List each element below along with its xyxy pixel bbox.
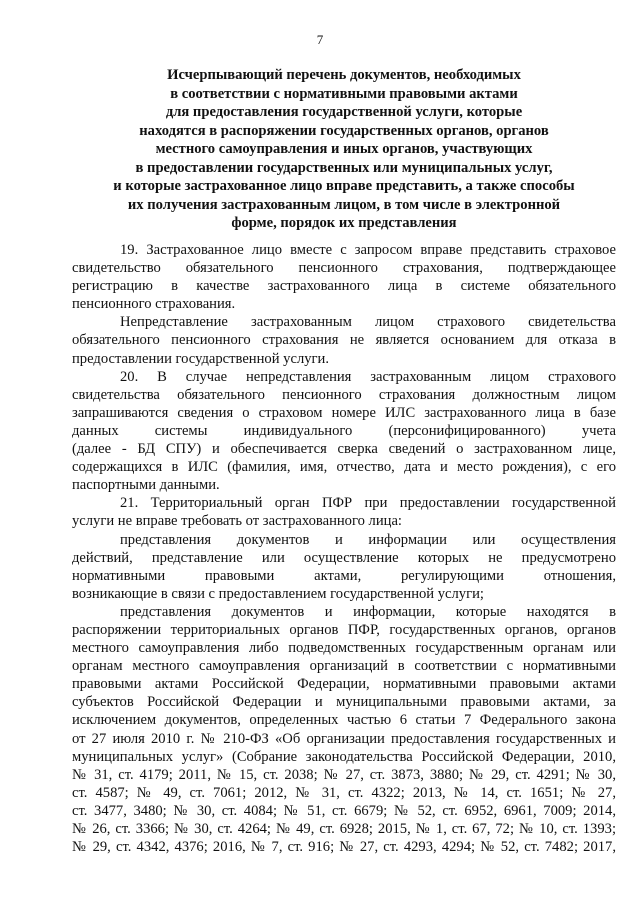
list-item-documents-line: субъектов Российской Федерации и муниципальными правовыми актами, за <box>72 694 616 711</box>
list-item-documents-line: распоряжении территориальных органов ПФР, государственных органов, органов <box>72 621 616 638</box>
paragraph-20-line: (далее - БД СПУ) и обеспечивается сверка сведений о застрахованном лице, <box>72 441 616 458</box>
heading-line: и которые застрахованное лицо вправе представить, а также способы <box>113 178 575 194</box>
section-heading <box>60 66 628 233</box>
list-item-documents-line: представления документов и информации, которые находятся в <box>120 603 616 620</box>
list-item-documents-line: исключением документов, определенных частью 6 статьи 7 Федерального закона <box>72 712 616 729</box>
document-body <box>72 241 616 856</box>
heading-line: их получения застрахованным лицом, в том числе в электронной <box>127 196 561 213</box>
paragraph-19-line: пенсионного страхования. <box>72 296 236 313</box>
paragraph-19-line: регистрацию в качестве застрахованного лица в системе обязательного <box>72 278 616 295</box>
list-item-actions-line: представления документов и информации или осуществления <box>120 531 616 548</box>
paragraph-20-line: содержащихся в ИЛС (фамилия, имя, отчество, дата и место рождения), с его <box>72 459 616 476</box>
heading-line: в соответствии с нормативными правовыми актами <box>170 85 518 102</box>
paragraph-20-line: паспортными данными. <box>72 477 220 494</box>
paragraph-20-line: данных системы индивидуального (персонифицированного) учета <box>72 422 616 439</box>
paragraph-19-line: 19. Застрахованное лицо вместе с запросом вправе представить страховое <box>120 242 616 258</box>
list-item-documents-line: местного самоуправления либо подведомственных государственным органам или <box>72 640 616 657</box>
heading-line: местного самоуправления и иных органов, участвующих <box>155 141 533 157</box>
page-number: 7 <box>316 32 324 47</box>
paragraph-19-line: свидетельство обязательного пенсионного страхования, подтверждающее <box>72 260 616 277</box>
list-item-documents-line: № 26, ст. 3366; № 30, ст. 4264; № 49, ст. 6928; 2015, № 1, ст. 67, 72; № 10, ст. 1393; <box>72 821 616 837</box>
list-item-documents-line: № 31, ст. 4179; 2011, № 15, ст. 2038; № 27, ст. 3873, 3880; № 29, ст. 4291; № 30, <box>72 766 616 783</box>
paragraph-nonsubmission-line: обязательного пенсионного страхования не является основанием для отказа в <box>72 332 616 349</box>
list-item-actions-line: возникающие в связи с предоставлением государственной услуги; <box>72 585 484 602</box>
paragraph-nonsubmission-line: предоставлении государственной услуги. <box>72 350 329 367</box>
heading-line: Исчерпывающий перечень документов, необходимых <box>167 67 521 83</box>
heading-line: в предоставлении государственных или муниципальных услуг, <box>135 159 553 176</box>
heading-line: форме, порядок их представления <box>231 215 457 231</box>
list-item-documents-line: ст. 3477, 3480; № 30, ст. 4084; № 51, ст. 6679; № 52, ст. 6952, 6961, 7009; 2014, <box>72 802 616 819</box>
list-item-documents-line: от 27 июля 2010 г. № 210-ФЗ «Об организации предоставления государственных и <box>72 730 616 747</box>
list-item-documents-line: органам местного самоуправления организаций в соответствии с нормативными <box>72 658 616 675</box>
paragraph-21-line: 21. Территориальный орган ПФР при предоставлении государственной <box>120 495 616 512</box>
list-item-actions-line: нормативными правовыми актами, регулирующими отношения, <box>72 567 616 584</box>
paragraph-20-line: свидетельства обязательного пенсионного страхования должностным лицом <box>72 386 616 403</box>
paragraph-20-line: 20. В случае непредставления застрахованным лицом страхового <box>120 368 616 385</box>
list-item-documents-line: ст. 4587; № 49, ст. 7061; 2012, № 31, ст. 4322; 2013, № 14, ст. 1651; № 27, <box>72 784 616 801</box>
paragraph-nonsubmission-line: Непредставление застрахованным лицом страхового свидетельства <box>120 314 616 331</box>
paragraph-20-line: запрашиваются сведения о страховом номере ИЛС застрахованного лица в базе <box>72 404 616 421</box>
list-item-documents-line: муниципальных услуг» (Собрание законодательства Российской Федерации, 2010, <box>72 748 616 765</box>
paragraph-21-line: услуги не вправе требовать от застрахованного лица: <box>72 513 402 530</box>
heading-line: находятся в распоряжении государственных органов, органов <box>139 122 549 139</box>
list-item-documents-line: № 29, ст. 4342, 4376; 2016, № 7, ст. 916; № 27, ст. 4293, 4294; № 52, ст. 7482; 2017, <box>72 839 616 856</box>
list-item-documents-line: правовыми актами Российской Федерации, нормативными правовыми актами <box>72 676 616 693</box>
heading-line: для предоставления государственной услуги, которые <box>165 104 523 120</box>
list-item-actions-line: действий, представление или осуществление которых не предусмотрено <box>72 549 616 566</box>
